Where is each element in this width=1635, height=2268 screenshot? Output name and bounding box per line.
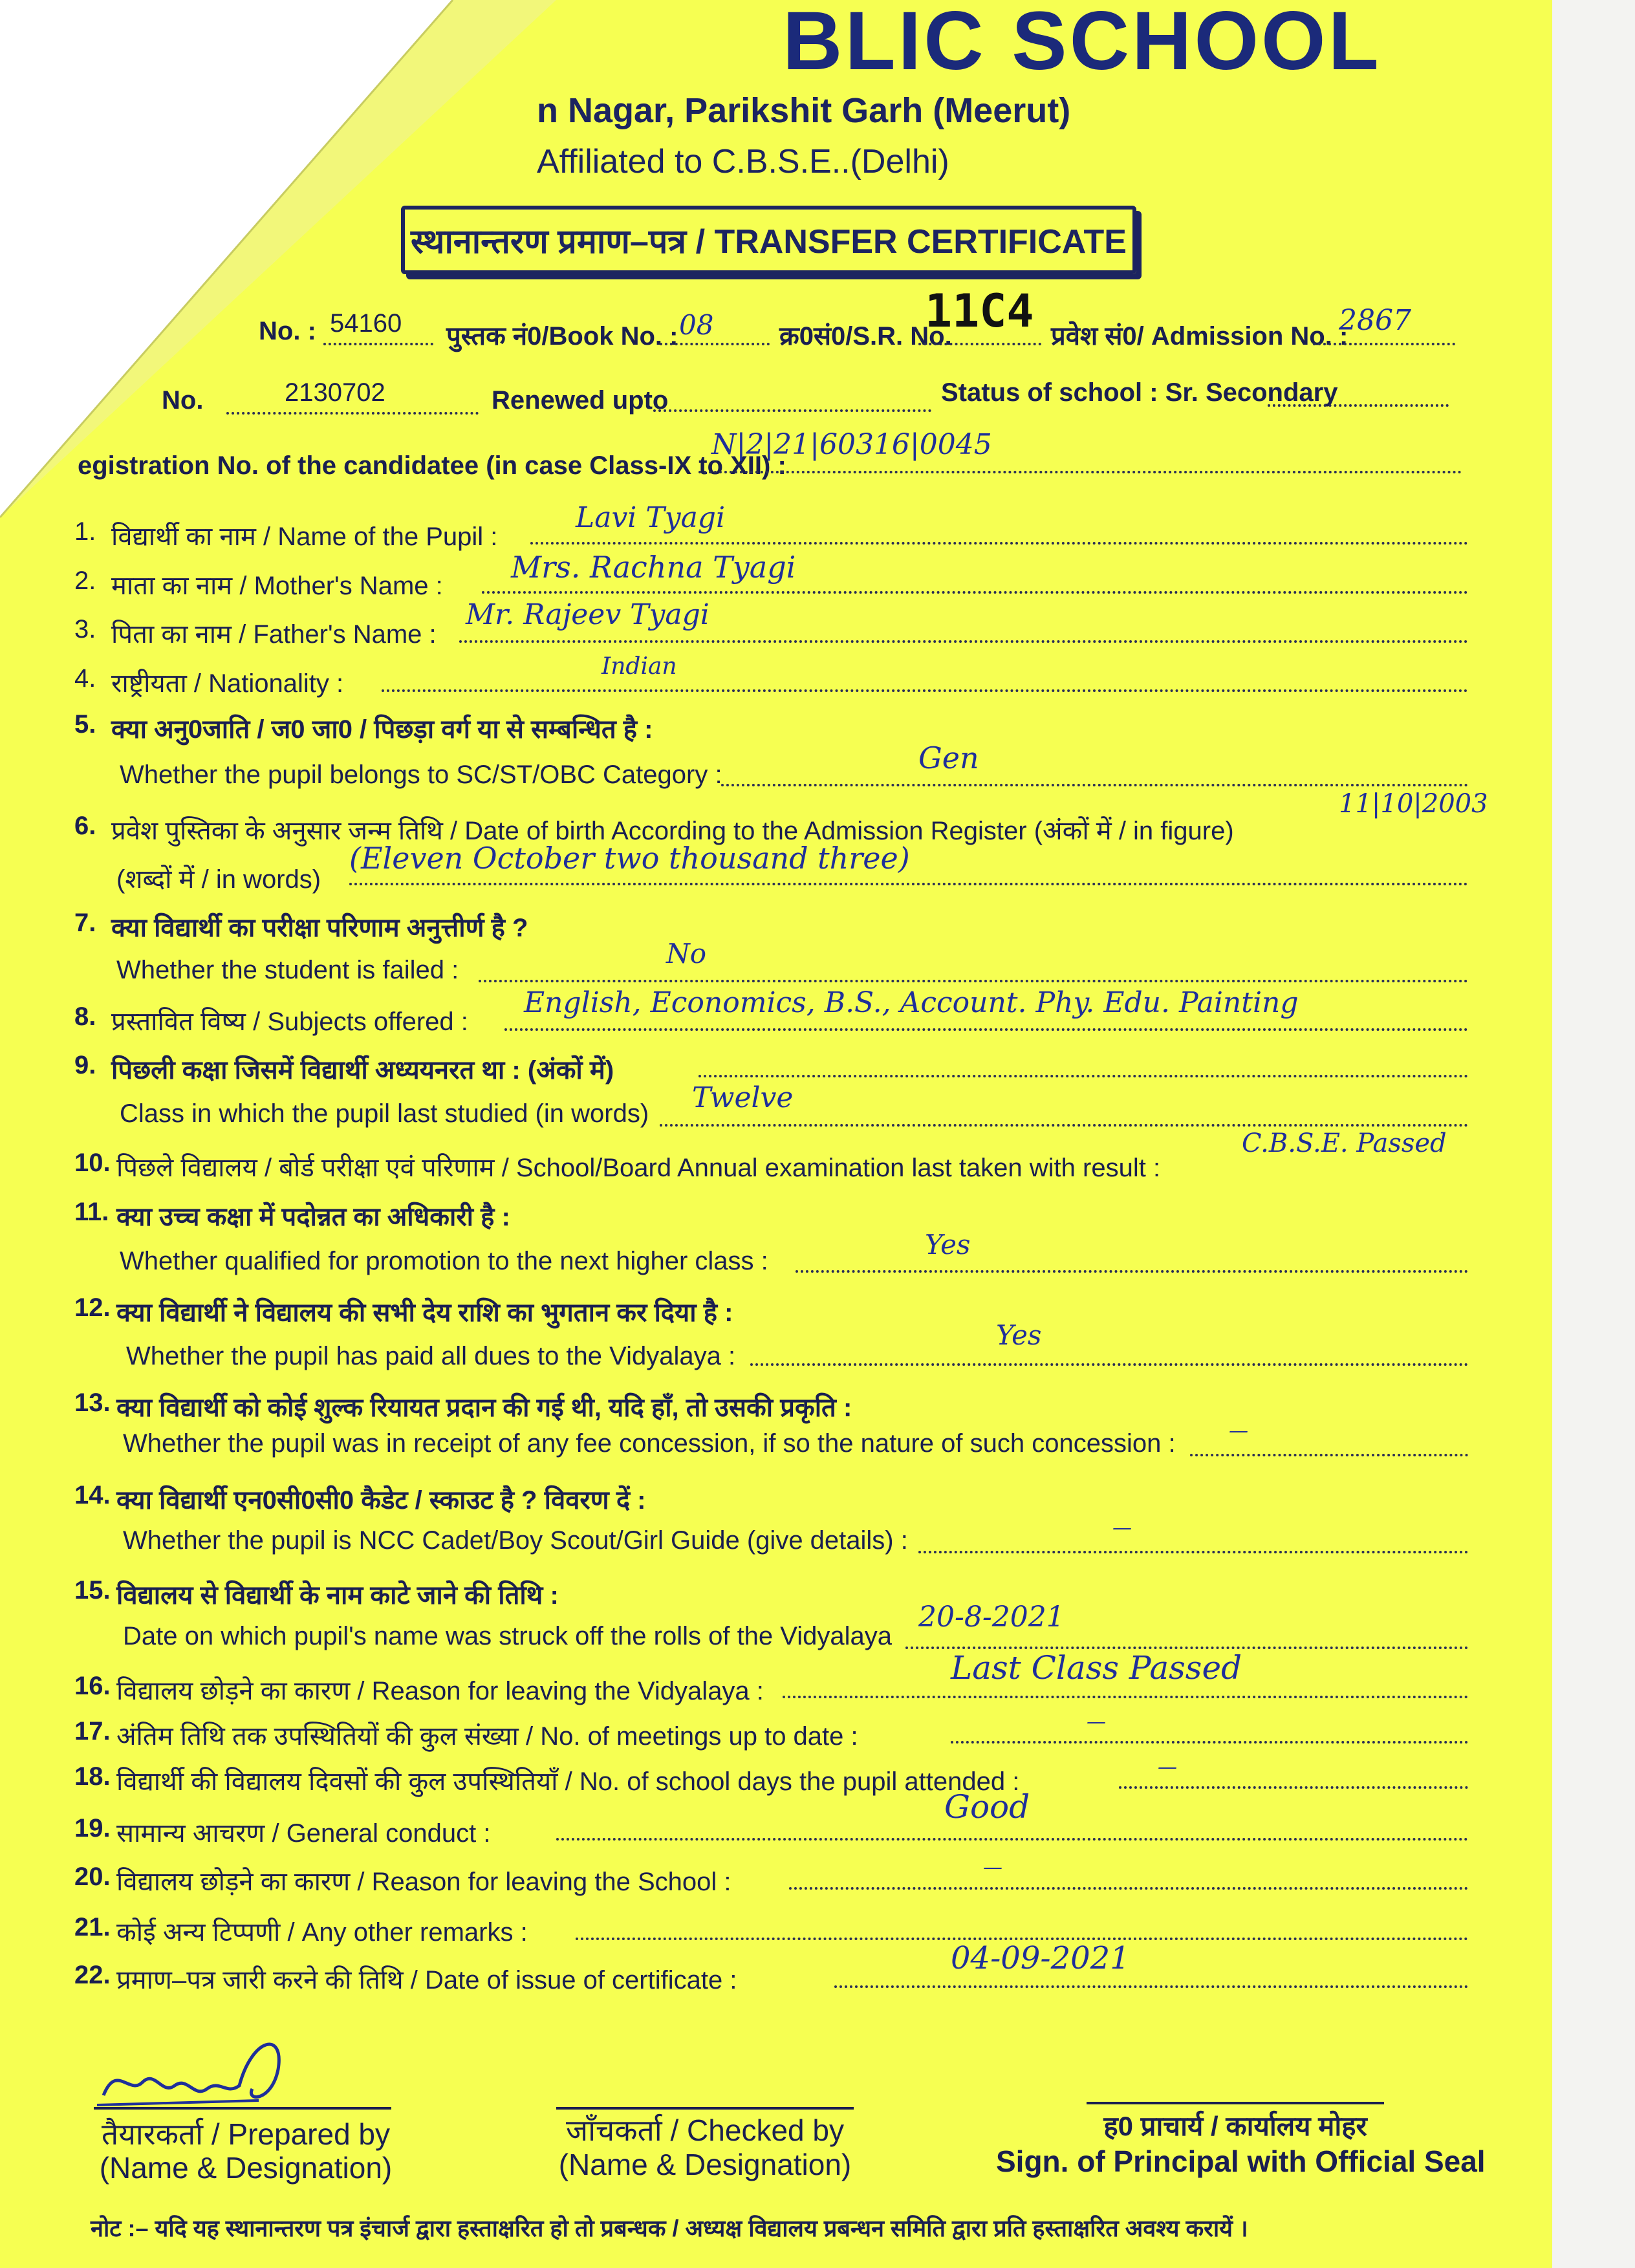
registration-label: egistration No. of the candidatee (in case Class-IX to XII) : xyxy=(78,451,786,480)
footer-note: नोट :– यदि यह स्थानान्तरण पत्र इंचार्ज द्वारा हस्ताक्षरित हो तो प्रबन्धक / अध्यक्ष विद्यालय प्रबन्धन समिति द्वारा प्रति हस्ताक्षरित अवश्य करायें । xyxy=(91,2215,1248,2241)
book-no-value: 08 xyxy=(679,309,714,341)
field-21-label: कोई अन्य टिप्पणी / Any other remarks : xyxy=(116,1918,528,1947)
dotted-line xyxy=(530,542,1468,545)
field-5-number: 5. xyxy=(74,710,96,739)
field-17-label: अंतिम तिथि तक उपस्थितियों की कुल संख्या / No. of meetings up to date : xyxy=(116,1722,858,1751)
dotted-line xyxy=(653,409,931,412)
prepared-by-designation: (Name & Designation) xyxy=(99,2151,393,2185)
field-7-sub: Whether the student is failed : xyxy=(116,956,459,984)
field-4-value: Indian xyxy=(601,653,677,680)
sr-no-value: 11C4 xyxy=(925,285,1034,338)
school-address: n Nagar, Parikshit Garh (Meerut) xyxy=(537,91,1071,130)
field-10-number: 10. xyxy=(74,1149,111,1177)
admission-label: प्रवेश सं0/ Admission No. : xyxy=(1051,322,1348,351)
field-2-number: 2. xyxy=(74,567,96,595)
school-name: BLIC SCHOOL xyxy=(783,0,1381,87)
dotted-line xyxy=(323,343,433,345)
field-15-sub: Date on which pupil's name was struck off the rolls of the Vidyalaya xyxy=(123,1622,893,1650)
field-1-label: विद्यार्थी का नाम / Name of the Pupil : xyxy=(111,523,498,551)
field-10-label: पिछले विद्यालय / बोर्ड परीक्षा एवं परिणाम / School/Board Annual examination last taken with result : xyxy=(116,1154,1161,1182)
sr-no-label: क्र0सं0/S.R. No. xyxy=(779,322,952,351)
field-20-number: 20. xyxy=(74,1863,111,1891)
field-14-number: 14. xyxy=(74,1481,111,1509)
field-14-value: — xyxy=(1112,1517,1132,1539)
field-5-value: Gen xyxy=(918,740,979,775)
checked-by-label: जाँचकर्ता / Checked by xyxy=(566,2113,844,2147)
field-2-value: Mrs. Rachna Tyagi xyxy=(511,550,796,585)
field-8-label: प्रस्तावित विष्य / Subjects offered : xyxy=(111,1008,468,1036)
dotted-line xyxy=(918,1551,1468,1553)
dotted-line xyxy=(1313,343,1455,345)
field-6-value: 11|10|2003 xyxy=(1339,789,1488,819)
dotted-line xyxy=(226,412,479,415)
field-9-label: पिछली कक्षा जिसमें विद्यार्थी अध्ययनरत था : (अंकों में) xyxy=(111,1056,614,1085)
dotted-line xyxy=(783,1696,1468,1698)
field-17-value: — xyxy=(1087,1711,1106,1733)
dotted-line xyxy=(951,1741,1468,1744)
field-13-sub: Whether the pupil was in receipt of any fee concession, if so the nature of such concession : xyxy=(123,1429,1176,1458)
field-14-label: क्या विद्यार्थी एन0सी0सी0 कैडेट / स्काउट है ? विवरण दें : xyxy=(116,1486,646,1515)
field-12-number: 12. xyxy=(74,1293,111,1322)
field-22-number: 22. xyxy=(74,1961,111,1989)
field-19-number: 19. xyxy=(74,1814,111,1842)
field-20-value: — xyxy=(983,1856,1002,1879)
field-12-label: क्या विद्यार्थी ने विद्यालय की सभी देय राशि का भुगतान कर दिया है : xyxy=(116,1299,733,1327)
field-19-value: Good xyxy=(944,1788,1030,1826)
field-11-number: 11. xyxy=(74,1198,109,1226)
dotted-line xyxy=(660,1124,1468,1127)
field-2-label: माता का नाम / Mother's Name : xyxy=(111,572,443,600)
field-10-value: C.B.S.E. Passed xyxy=(1242,1129,1447,1158)
field-8-number: 8. xyxy=(74,1002,96,1031)
field-14-sub: Whether the pupil is NCC Cadet/Boy Scout/Girl Guide (give details) : xyxy=(123,1526,908,1555)
dotted-line xyxy=(349,883,1468,885)
field-5-sub: Whether the pupil belongs to SC/ST/OBC Category : xyxy=(120,761,722,789)
dotted-line xyxy=(1268,404,1449,407)
field-19-label: सामान्य आचरण / General conduct : xyxy=(116,1819,491,1848)
book-no-label: पुस्तक नं0/Book No. : xyxy=(446,322,678,351)
admission-value: 2867 xyxy=(1339,304,1411,337)
field-15-label: विद्यालय से विद्यार्थी के नाम काटे जाने की तिथि : xyxy=(116,1581,559,1610)
field-22-value: 04-09-2021 xyxy=(951,1940,1130,1976)
principal-seal-label: Sign. of Principal with Official Seal xyxy=(996,2144,1486,2178)
field-16-value: Last Class Passed xyxy=(951,1649,1242,1687)
certificate-title: स्थानान्तरण प्रमाण–पत्र / TRANSFER CERTIFICATE xyxy=(401,206,1136,274)
principal-sign-line xyxy=(1087,2102,1384,2104)
dotted-line xyxy=(698,471,1462,473)
field-7-value: No xyxy=(666,938,707,969)
field-17-number: 17. xyxy=(74,1717,111,1745)
dotted-line xyxy=(834,1985,1468,1988)
field-22-label: प्रमाण–पत्र जारी करने की तिथि / Date of issue of certificate : xyxy=(116,1966,737,1994)
dotted-line xyxy=(482,591,1468,594)
status-label: Status of school : Sr. Secondary xyxy=(941,378,1338,407)
field-9-sub: Class in which the pupil last studied (in words) xyxy=(120,1099,649,1128)
field-20-label: विद्यालय छोड़ने का कारण / Reason for leaving the School : xyxy=(116,1868,731,1896)
prepared-by-label: तैयारकर्ता / Prepared by xyxy=(101,2117,391,2151)
meta-no-label: No. : xyxy=(259,317,316,345)
field-13-label: क्या विद्यार्थी को कोई शुल्क रियायत प्रदान की गई थी, यदि हाँ, तो उसकी प्रकृति : xyxy=(116,1394,852,1422)
dotted-line xyxy=(789,1887,1468,1890)
field-15-value: 20-8-2021 xyxy=(918,1601,1065,1634)
field-21-number: 21. xyxy=(74,1913,111,1941)
field-6-sub-value: (Eleven October two thousand three) xyxy=(349,841,910,876)
prepared-sign-line xyxy=(94,2107,391,2110)
dotted-line xyxy=(750,1363,1468,1366)
dotted-line xyxy=(698,1075,1468,1077)
dotted-line xyxy=(721,784,1468,786)
field-4-label: राष्ट्रीयता / Nationality : xyxy=(111,669,344,698)
meta-no2-label: No. xyxy=(162,386,204,415)
dotted-line xyxy=(1190,1454,1468,1456)
checked-by-designation: (Name & Designation) xyxy=(558,2148,852,2181)
renewed-label: Renewed upto xyxy=(492,386,669,415)
field-3-number: 3. xyxy=(74,615,96,643)
field-18-value: — xyxy=(1158,1756,1177,1778)
field-9-value: Twelve xyxy=(692,1081,794,1114)
field-15-number: 15. xyxy=(74,1576,111,1604)
field-11-value: Yes xyxy=(925,1229,971,1260)
field-13-number: 13. xyxy=(74,1388,111,1417)
scan-margin xyxy=(1552,0,1635,2268)
field-7-label: क्या विद्यार्थी का परीक्षा परिणाम अनुत्तीर्ण है ? xyxy=(111,914,528,942)
field-13-value: — xyxy=(1229,1420,1248,1442)
field-9-number: 9. xyxy=(74,1051,96,1079)
field-18-number: 18. xyxy=(74,1762,111,1791)
meta-no-value: 54160 xyxy=(330,309,402,338)
field-1-value: Lavi Tyagi xyxy=(576,501,726,534)
meta-no2-value: 2130702 xyxy=(285,378,385,407)
dotted-line xyxy=(556,1838,1468,1841)
registration-value: N|2|21|60316|0045 xyxy=(711,428,992,461)
field-6-number: 6. xyxy=(74,812,96,840)
dotted-line xyxy=(1119,1786,1468,1789)
field-16-label: विद्यालय छोड़ने का कारण / Reason for leaving the Vidyalaya : xyxy=(116,1677,764,1705)
field-4-number: 4. xyxy=(74,664,96,693)
field-8-value: English, Economics, B.S., Account. Phy. Edu. Painting xyxy=(524,986,1299,1019)
field-16-number: 16. xyxy=(74,1672,111,1700)
dotted-line xyxy=(504,1028,1468,1031)
dotted-line xyxy=(660,343,770,345)
field-1-number: 1. xyxy=(74,517,96,546)
field-7-number: 7. xyxy=(74,909,96,937)
field-11-sub: Whether qualified for promotion to the next higher class : xyxy=(120,1247,768,1275)
field-18-label: विद्यार्थी की विद्यालय दिवसों की कुल उपस्थितियाँ / No. of school days the pupil attended : xyxy=(116,1767,1020,1796)
dotted-line xyxy=(479,980,1468,982)
field-12-sub: Whether the pupil has paid all dues to the Vidyalaya : xyxy=(126,1342,736,1370)
principal-label: ह0 प्राचार्य / कार्यालय मोहर xyxy=(1103,2111,1367,2141)
field-11-label: क्या उच्च कक्षा में पदोन्नत का अधिकारी है : xyxy=(116,1203,510,1231)
affiliation: Affiliated to C.B.S.E..(Delhi) xyxy=(537,143,949,180)
field-5-label: क्या अनु0जाति / ज0 जा0 / पिछड़ा वर्ग या से सम्बन्धित है : xyxy=(111,715,653,744)
dotted-line xyxy=(918,343,1041,345)
field-12-value: Yes xyxy=(996,1319,1042,1351)
dotted-line xyxy=(459,640,1468,643)
field-3-label: पिता का नाम / Father's Name : xyxy=(111,620,437,649)
dotted-line xyxy=(382,689,1468,692)
dotted-line xyxy=(796,1270,1468,1273)
field-3-value: Mr. Rajeev Tyagi xyxy=(466,598,709,631)
field-6-label: प्रवेश पुस्तिका के अनुसार जन्म तिथि / Date of birth According to the Admission Register (अंकों में / in figure) xyxy=(111,817,1234,845)
field-6-sub: (शब्दों में / in words) xyxy=(116,865,321,894)
